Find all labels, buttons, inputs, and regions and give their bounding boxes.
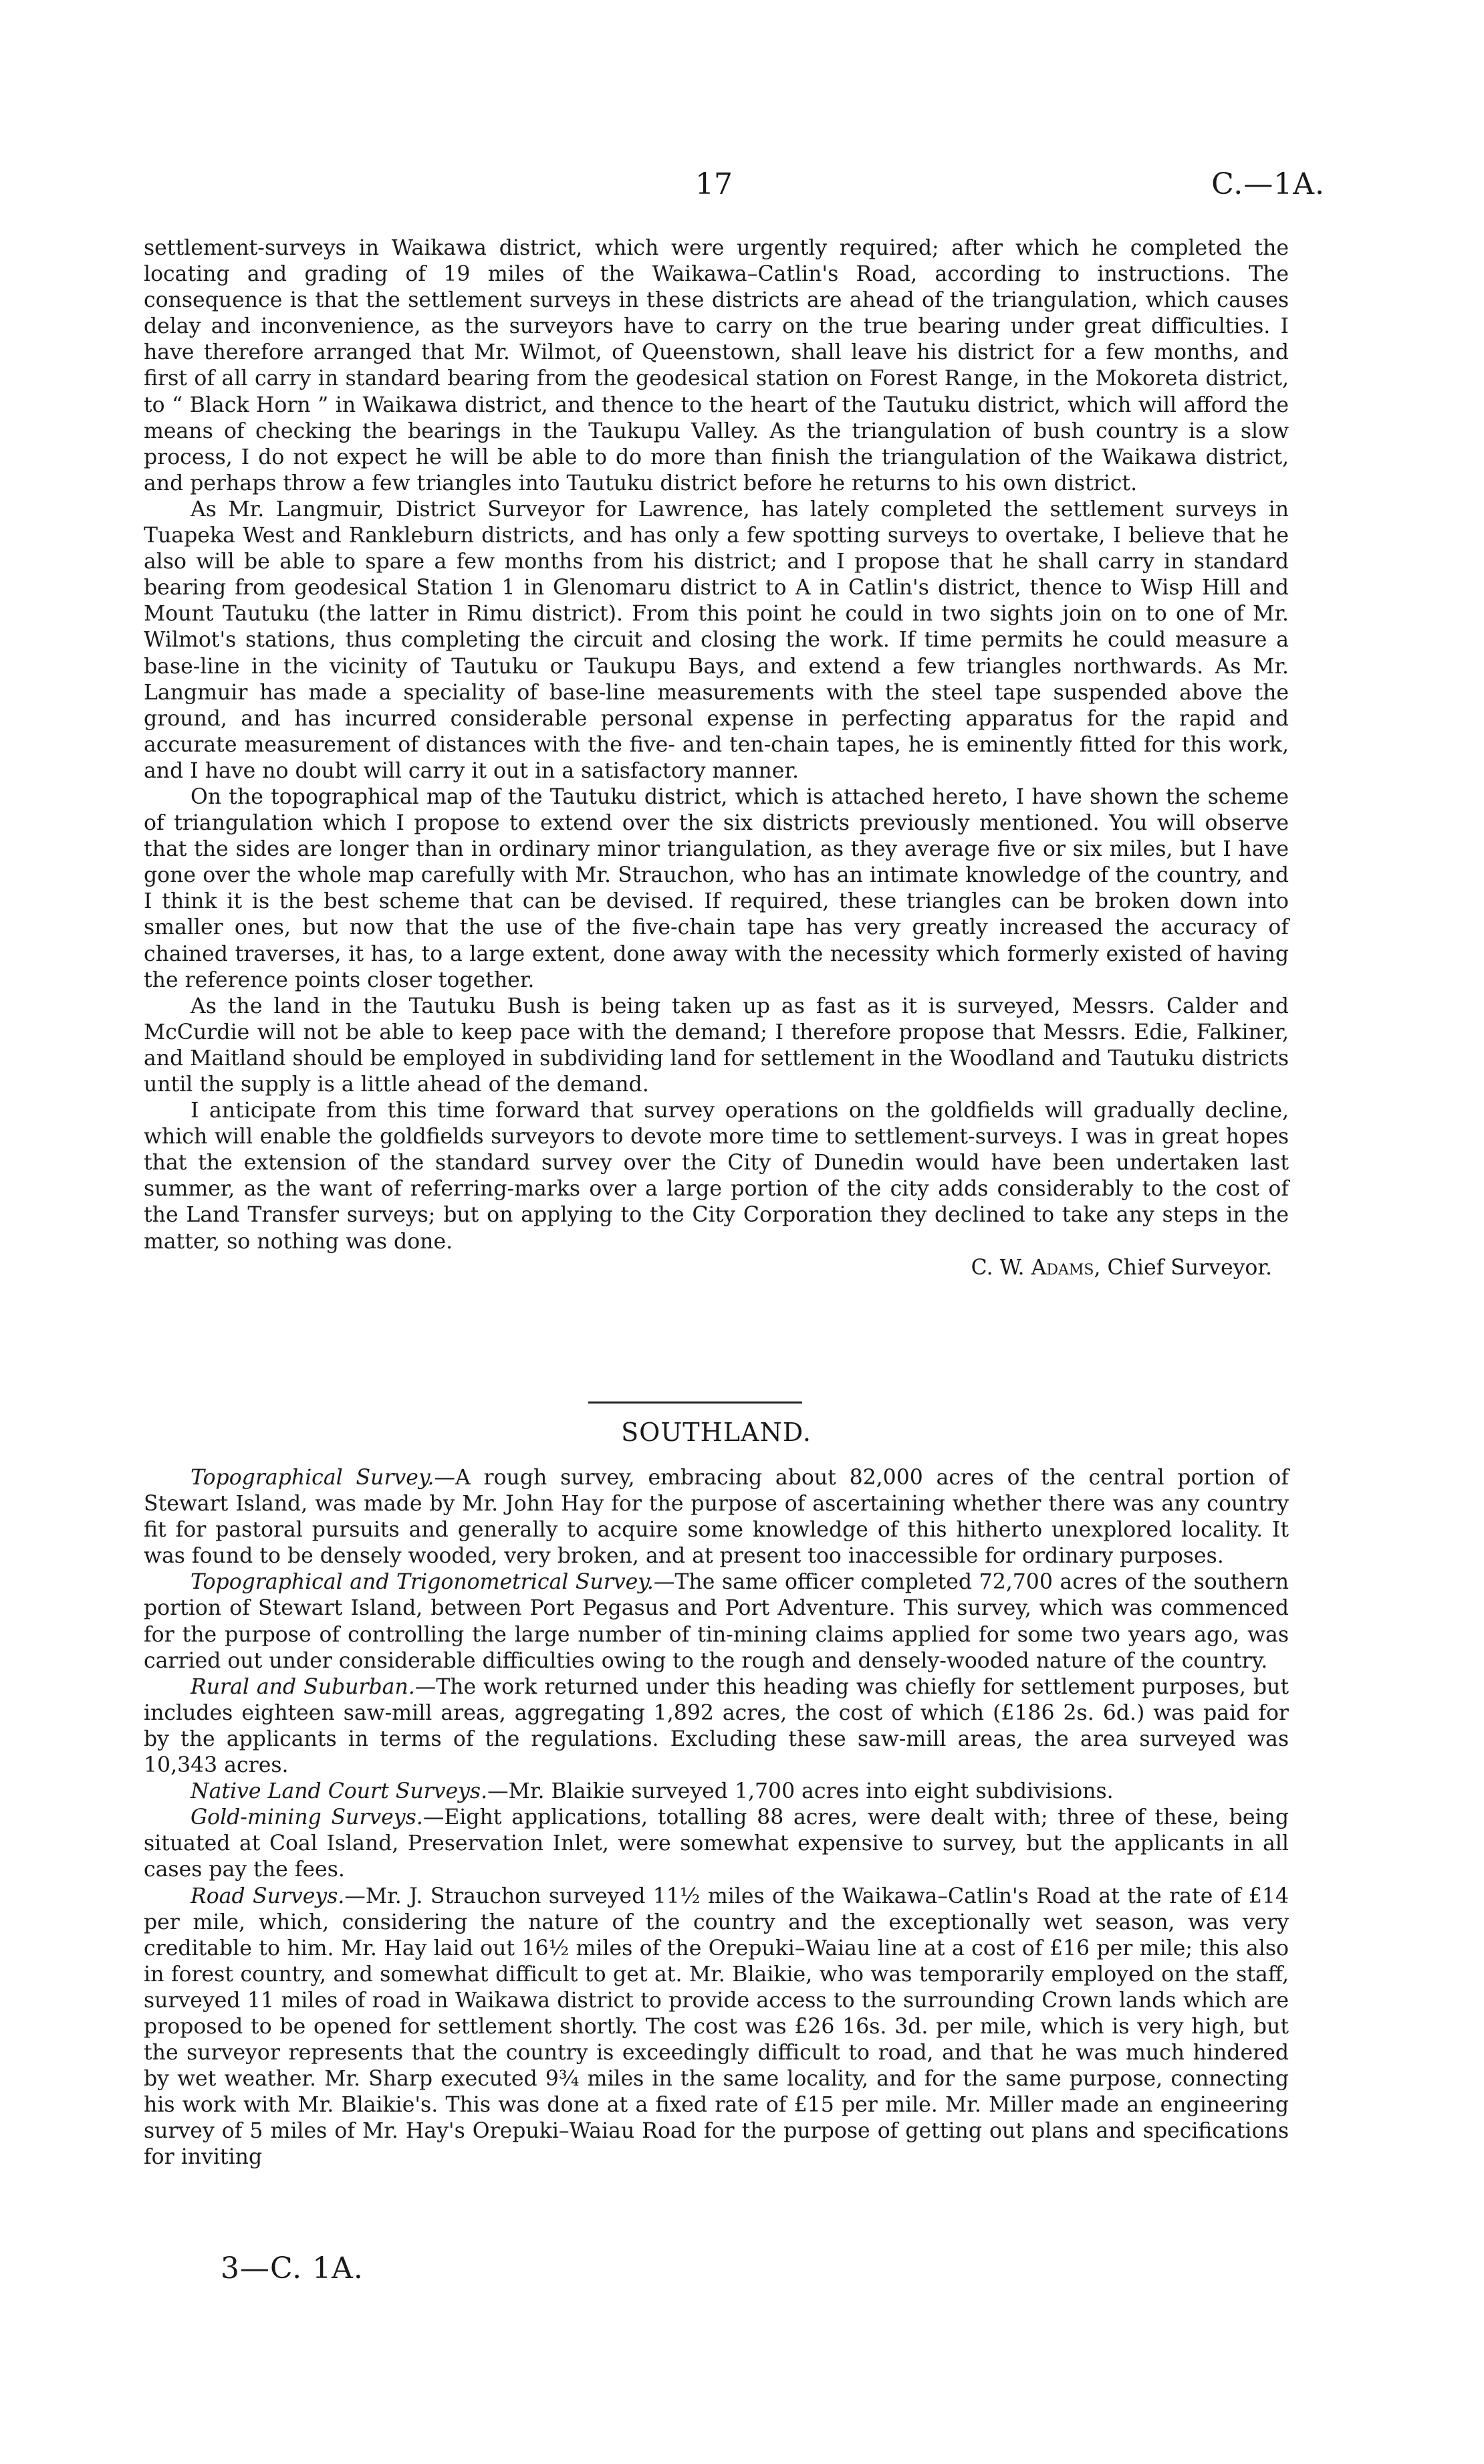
- item-label: Native Land Court Surveys.: [191, 1779, 488, 1804]
- southland-section-body: [144, 1465, 1289, 2171]
- item-label: Gold-mining Surveys.: [191, 1805, 423, 1830]
- item-road-surveys: [144, 1884, 1289, 2171]
- paragraph-langmuir-bearing: As Mr. Langmuir, District Surveyor for Lawrence, has lately completed the settlement surveys in Tuapeka West and Rankleburn districts, and has only a few spotting surveys to overtake, I believe that he also will be able to spare a few months from his district; and I propose that he shall carry in standard bearing from geodesical Station 1 in Glenomaru district to A in Catlin's district, thence to Wisp Hill and Mount Tautuku (the latter in Rimu district). From this point he could in two sights join on to one of Mr. Wilmot's stations, thus completing the circuit and closing the work. If time permits he could measure a base-line in the vicinity of Tautuku or Taukupu Bays, and extend a few triangles northwards. As Mr. Langmuir has made a speciality of base-line measurements with the steel tape suspended above the ground, and has incurred considerable personal expense in perfecting apparatus for the rapid and accurate measurement of distances with the five- and ten-chain tapes, he is eminently fitted for this work, and I have no doubt will carry it out in a satisfactory manner.: [144, 497, 1289, 783]
- item-topographical-trigonometrical-survey: [144, 1569, 1289, 1674]
- chief-surveyor-report-continuation: [144, 235, 1289, 1281]
- item-label: Topographical and Trigonometrical Survey.: [191, 1570, 654, 1595]
- item-label: Topographical Survey.: [191, 1466, 435, 1490]
- paragraph-waikawa-triangulation: settlement-surveys in Waikawa district, which were urgently required; after which he completed the locating and grading of 19 miles of the Waikawa–Catlin's Road, according to instructions. The consequence is that the settlement surveys in these districts are ahead of the triangulation, which causes delay and inconvenience, as the surveyors have to carry on the true bearing under great difficulties. I have therefore arranged that Mr. Wilmot, of Queenstown, shall leave his district for a few months, and first of all carry in standard bearing from the geodesical station on Forest Range, in the Mokoreta district, to “ Black Horn ” in Waikawa district, and thence to the heart of the Tautuku district, which will afford the means of checking the bearings in the Taukupu Valley. As the triangulation of bush country is a slow process, I do not expect he will be able to do more than finish the triangulation of the Waikawa district, and perhaps throw a few triangles into Tautuku district before he returns to his own district.: [144, 236, 1289, 495]
- signature-mark: 3—C. 1A.: [221, 2251, 364, 2285]
- item-native-land-court-surveys: [144, 1779, 1289, 1805]
- signature-line: [144, 1255, 1289, 1281]
- item-text: —Mr. Blaikie surveyed 1,700 acres into eight subdivisions.: [487, 1779, 1114, 1804]
- paragraph-goldfields-dunedin: I anticipate from this time forward that survey operations on the goldfields will gradually decline, which will enable the goldfields surveyors to devote more time to settlement-surveys. I was in great hopes that the extension of the standard survey over the City of Dunedin would have been undertaken last summer, as the want of referring-marks over a large portion of the city adds considerably to the cost of the Land Transfer surveys; but on applying to the City Corporation they declined to take any steps in the matter, so nothing was done.: [144, 1099, 1289, 1254]
- signature-name: Adams: [1031, 1255, 1094, 1280]
- item-text: —A rough survey, embracing about 82,000 acres of the central portion of Stewart Island, was made by Mr. John Hay for the purpose of ascertaining whether there was any country fit for pastoral pursuits and generally to acquire some knowledge of this hitherto unexplored locality. It was found to be densely wooded, very broken, and at present too inaccessible for ordinary purposes.: [144, 1466, 1289, 1569]
- signature-initials: C. W.: [971, 1255, 1025, 1280]
- item-text: —The same officer completed 72,700 acres of the southern portion of Stewart Island, between Port Pegasus and Port Adventure. This survey, which was commenced for the purpose of controlling the large number of tin-mining claims applied for some two years ago, was carried out under considerable difficulties owing to the rough and densely-wooded nature of the country.: [144, 1570, 1289, 1673]
- item-gold-mining-surveys: [144, 1805, 1289, 1883]
- item-rural-and-suburban: [144, 1674, 1289, 1779]
- paragraph-tautuku-bush: As the land in the Tautuku Bush is being taken up as fast as it is surveyed, Messrs. Calder and McCurdie will not be able to keep pace with the demand; I therefore propose that Messrs. Edie, Falkiner, and Maitland should be employed in subdividing land for settlement in the Woodland and Tautuku districts until the supply is a little ahead of the demand.: [144, 994, 1289, 1097]
- paragraph-triangulation-scheme: On the topographical map of the Tautuku district, which is attached hereto, I have shown the scheme of triangulation which I propose to extend over the six districts previously mentioned. You will observe that the sides are longer than in ordinary minor triangulation, as they average five or six miles, but I have gone over the whole map carefully with Mr. Strauchon, who has an intimate knowledge of the country, and I think it is the best scheme that can be devised. If required, these triangles can be broken down into smaller ones, but now that the use of the five-chain tape has very greatly increased the accuracy of chained traverses, it has, to a large extent, done away with the necessity which formerly existed of having the reference points closer together.: [144, 784, 1289, 992]
- signature-title: , Chief Surveyor.: [1094, 1255, 1272, 1280]
- item-topographical-survey: [144, 1465, 1289, 1569]
- item-label: Rural and Suburban.: [191, 1674, 415, 1699]
- section-divider: [588, 1402, 802, 1404]
- section-heading-southland: SOUTHLAND.: [621, 1418, 812, 1447]
- page-number: 17: [695, 167, 733, 201]
- item-label: Road Surveys.: [191, 1884, 345, 1908]
- item-text: —Eight applications, totalling 88 acres, were dealt with; three of these, being situated at Coal Island, Preservation Inlet, were somewhat expensive to survey, but the applicants in all cases pay the fees.: [144, 1805, 1289, 1882]
- item-text: —The work returned under this heading was chiefly for settlement purposes, but includes eighteen saw-mill areas, aggregating 1,892 acres, the cost of which (£186 2s. 6d.) was paid for by the applicants in terms of the regulations. Excluding these saw-mill areas, the area surveyed was 10,343 acres.: [144, 1674, 1289, 1778]
- item-text: —Mr. J. Strauchon surveyed 11½ miles of the Waikawa–Catlin's Road at the rate of £14 per mile, which, considering the nature of the country and the exceptionally wet season, was very creditable to him. Mr. Hay laid out 16½ miles of the Orepuki–Waiau line at a cost of £16 per mile; this also in forest country, and somewhat difficult to get at. Mr. Blaikie, who was temporarily employed on the staff, surveyed 11 miles of road in Waikawa district to provide access to the surrounding Crown lands which are proposed to be opened for settlement shortly. The cost was £26 16s. 3d. per mile, which is very high, but the surveyor represents that the country is exceedingly difficult to road, and that he was much hindered by wet weather. Mr. Sharp executed 9¾ miles in the same locality, and for the same purpose, connecting his work with Mr. Blaikie's. This was done at a fixed rate of £15 per mile. Mr. Miller made an engineering survey of 5 miles of Mr. Hay's Orepuki–Waiau Road for the purpose of getting out plans and specifications for inviting: [144, 1884, 1289, 2170]
- document-reference: C.—1A.: [1211, 167, 1325, 201]
